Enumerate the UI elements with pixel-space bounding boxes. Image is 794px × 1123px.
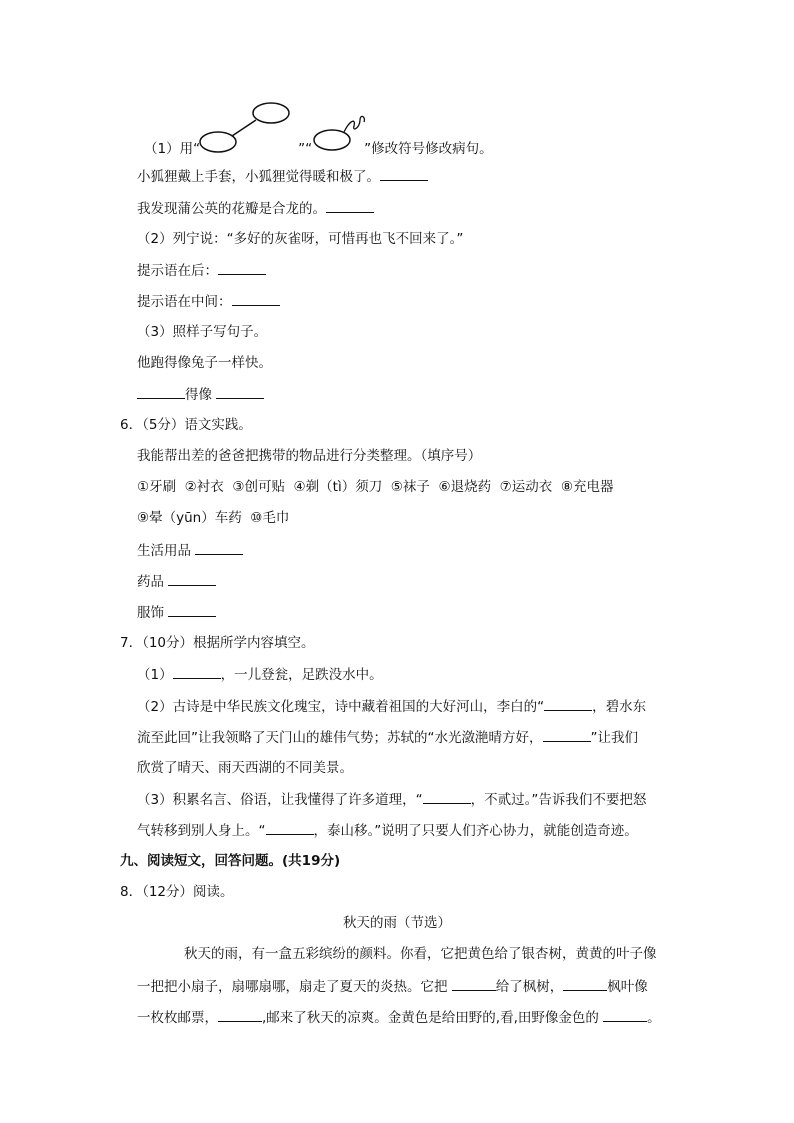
q8-p3-c: 。: [647, 1010, 661, 1026]
q8-p2-b: 给了枫树，: [495, 979, 564, 995]
q5-sub1-middle: ”“: [298, 141, 313, 157]
q5-prompt-middle-line: [137, 291, 280, 312]
answer-blank[interactable]: [195, 540, 243, 555]
q8-p2-c: 枫叶像: [607, 979, 648, 995]
q7-s3b-post: ，泰山移。”说明了只要人们齐心协力，就能创造奇迹。: [313, 823, 638, 839]
q6-cat1: 生活用品: [137, 543, 196, 559]
q8-p3-b: ,邮来了秋天的凉爽。金黄色是给田野的,看,田野像金色的: [262, 1010, 604, 1026]
q6-cat3-line: [137, 602, 216, 623]
answer-blank[interactable]: [218, 1007, 262, 1022]
answer-blank[interactable]: [563, 976, 607, 991]
q7-s2-pre: （2）古诗是中华民族文化瑰宝，诗中藏着祖国的大好河山，李白的“: [137, 699, 545, 715]
q5-sentence1-line: [137, 166, 428, 187]
q7-s1-post: ，一儿登瓮，足跌没水中。: [220, 667, 383, 683]
q5-sub1-before: （1）用“: [144, 141, 201, 157]
q7-s2-post: ，碧水东: [592, 699, 647, 715]
q6-items-line2: ⑨晕（yūn）车药 ⑩毛巾: [137, 510, 290, 526]
q7-s1-pre: （1）: [137, 667, 173, 683]
q7-s2-line: [137, 696, 646, 717]
q5-sub3: （3）照样子写句子。: [137, 324, 268, 340]
answer-blank[interactable]: [168, 602, 216, 617]
answer-blank[interactable]: [266, 820, 314, 835]
q7-s3-pre: （3）积累名言、俗语，让我懂得了许多道理，“: [137, 792, 423, 808]
q8-p2-a: 一把把小扇子，扇哪扇哪，扇走了夏天的炎热。它把: [137, 979, 452, 995]
q5-sentence1: 小狐狸戴上手套，小狐狸觉得暖和极了。: [137, 169, 380, 185]
q7-title: 7．（10分）根据所学内容填空。: [120, 635, 315, 651]
q5-sub1-after: ”修改符号修改病句。: [364, 141, 493, 157]
q7-s2c: 欣赏了晴天、雨天西湖的不同美景。: [137, 760, 353, 776]
q8-p1: 秋天的雨，有一盒五彩缤纷的颜料。你看，它把黄色给了银杏树，黄黄的叶子像: [184, 946, 657, 962]
q5-pattern-mid: 得像: [185, 387, 212, 403]
q6-cat3: 服饰: [137, 605, 169, 621]
answer-blank[interactable]: [326, 198, 374, 213]
q7-s2b-line: [137, 727, 638, 748]
q7-s3b-pre: 气转移到别人身上。“: [137, 823, 266, 839]
answer-blank[interactable]: [168, 571, 216, 586]
q8-p3-line: [137, 1007, 661, 1028]
answer-blank[interactable]: [137, 384, 185, 399]
q5-sentence2: 我发现蒲公英的花瓣是合龙的。: [137, 201, 326, 217]
q6-items-line1: ①牙刷 ②衬衣 ③创可贴 ④剃（tì）须刀 ⑤袜子 ⑥退烧药 ⑦运动衣 ⑧充电器: [137, 479, 614, 495]
q6-instruction: 我能帮出差的爸爸把携带的物品进行分类整理。（填序号）: [137, 448, 482, 464]
q6-cat2-line: [137, 571, 216, 592]
transpose-symbol-icon: [198, 100, 298, 160]
q5-example: 他跑得像兔子一样快。: [137, 355, 272, 371]
q7-s2b-pre: 流至此回”让我领略了天门山的雄伟气势；苏轼的“水光潋滟晴方好，: [137, 730, 543, 746]
q5-prompt-middle: 提示语在中间：: [137, 294, 232, 310]
q5-sub2: （2）列宁说：“多好的灰雀呀，可惜再也飞不回来了。”: [137, 231, 464, 247]
answer-blank[interactable]: [543, 727, 591, 742]
answer-blank[interactable]: [603, 1007, 647, 1022]
q8-title: 8．（12分）阅读。: [120, 884, 234, 900]
q5-prompt-after: 提示语在后：: [137, 263, 218, 279]
q7-s3-line: [137, 789, 646, 810]
q5-prompt-after-line: [137, 260, 266, 281]
answer-blank[interactable]: [452, 976, 496, 991]
answer-blank[interactable]: [232, 291, 280, 306]
q8-p3-a: 一枚枚邮票，: [137, 1010, 218, 1026]
q7-s1-line: [137, 664, 383, 685]
answer-blank[interactable]: [216, 384, 264, 399]
section9-heading: 九、阅读短文，回答问题。(共19分): [120, 853, 341, 869]
answer-blank[interactable]: [218, 260, 266, 275]
delete-symbol-icon: [310, 110, 370, 160]
q7-s2b-post: ”让我们: [590, 730, 638, 746]
q6-cat1-line: [137, 540, 243, 561]
q6-cat2: 药品: [137, 574, 169, 590]
answer-blank[interactable]: [380, 166, 428, 181]
answer-blank[interactable]: [173, 664, 221, 679]
q6-title: 6．（5分）语文实践。: [120, 417, 252, 433]
q7-s3b-line: [137, 820, 638, 841]
q5-sentence2-line: [137, 198, 374, 219]
answer-blank[interactable]: [544, 696, 592, 711]
q5-pattern-line: [137, 384, 264, 405]
q7-s3-post: ，不贰过。”告诉我们不要把怒: [470, 792, 647, 808]
q8-passage-title: 秋天的雨（节选）: [343, 915, 451, 931]
answer-blank[interactable]: [423, 789, 471, 804]
q8-p2-line: [137, 976, 648, 997]
